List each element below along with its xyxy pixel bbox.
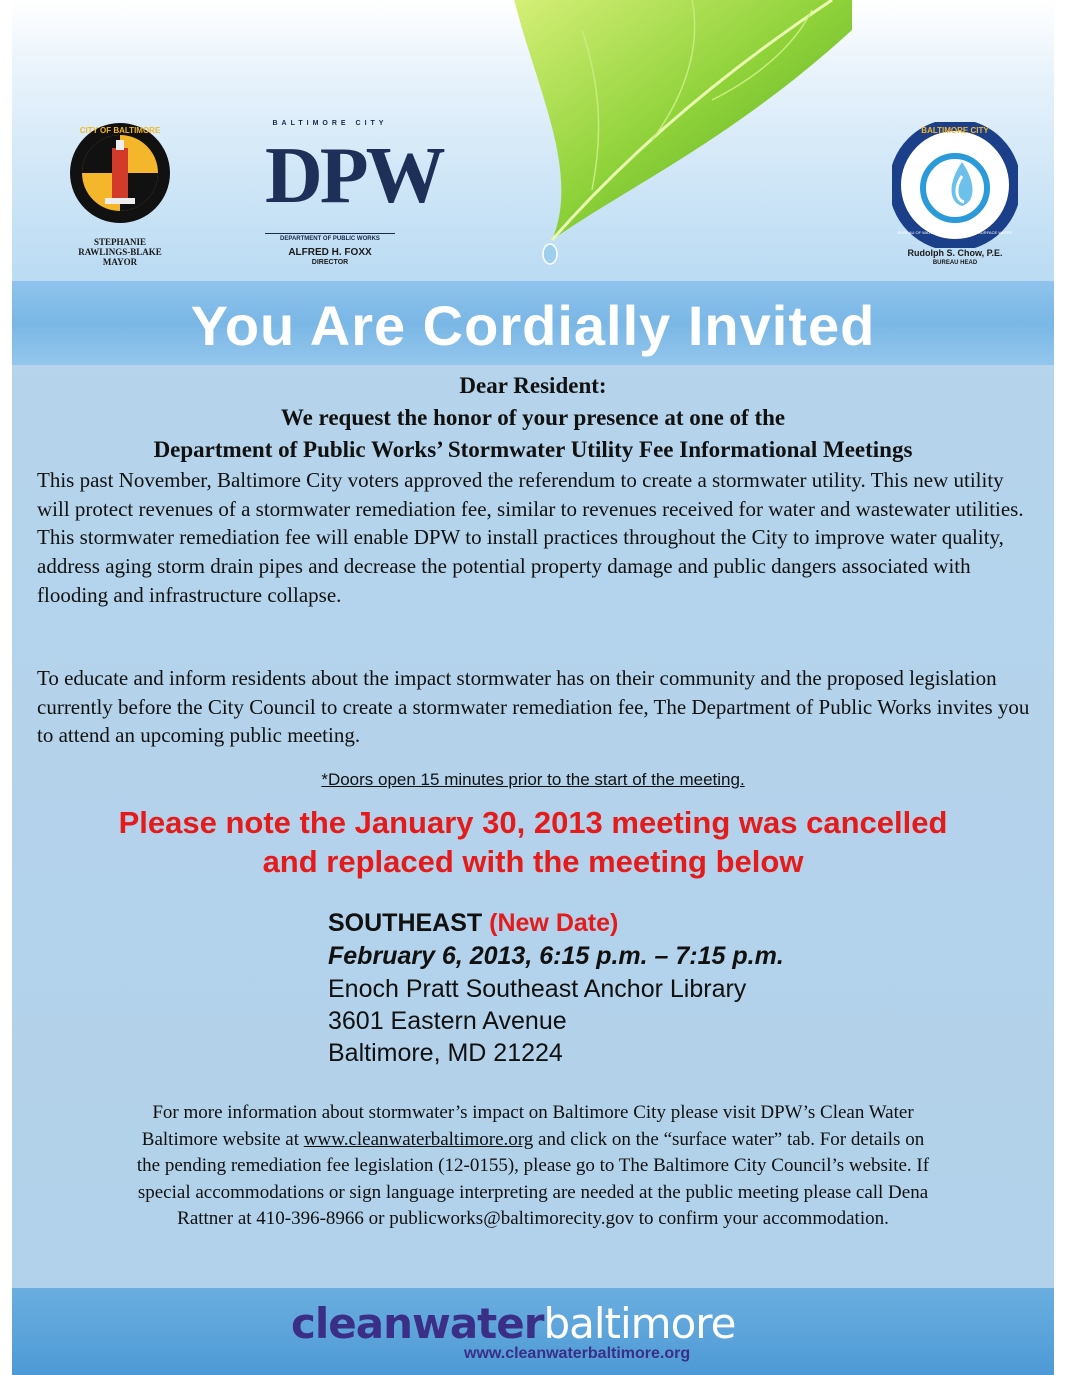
cancellation-notice-line2: and replaced with the meeting below <box>262 844 804 879</box>
bureau-seal-subtext: BUREAU OF WATER AND WASTEWATER · SURFACE WATER <box>897 230 1013 235</box>
brand-word1: cleanwater <box>291 1299 544 1348</box>
new-date-tag: (New Date) <box>489 909 619 937</box>
footer-line4: special accommodations or sign language interpreting are needed at the public meeting please call Dena <box>137 1181 929 1203</box>
dpw-top-text: BALTIMORE CITY <box>272 120 388 127</box>
website-link[interactable]: www.cleanwaterbaltimore.org <box>303 1128 534 1150</box>
meeting-datetime: February 6, 2013, 6:15 p.m. – 7:15 p.m. <box>328 942 784 970</box>
footer-line3: the pending remediation fee legislation (12-0155), please go to The Baltimore City Council’s website. If <box>136 1155 930 1176</box>
footer-line2-post: and click on the “surface water” tab. For details on <box>538 1128 925 1150</box>
doors-note: *Doors open 15 minutes prior to the start of the meeting. <box>321 770 745 789</box>
meeting-heading <box>328 907 1048 940</box>
mayor-caption <box>57 237 183 267</box>
mayor-title: MAYOR <box>102 257 138 267</box>
dpw-caption <box>265 248 395 268</box>
greeting-line2: We request the honor of your presence at one of the <box>280 405 786 430</box>
mayor-name-line1: STEPHANIE <box>93 237 146 247</box>
footer-line5: Rattner at 410-396-8966 or publicworks@baltimorecity.gov to confirm your accommodation. <box>177 1208 889 1229</box>
brand-word2: baltimore <box>543 1299 736 1348</box>
page-title: You Are Cordially Invited <box>190 294 876 357</box>
body-paragraph-2: To educate and inform residents about the impact stormwater has on their community and the proposed legislation currently before the City Council to create a stormwater remediation fee, The Department of Public Works invites you to attend an upcoming public meeting. <box>37 666 1030 748</box>
cancellation-notice-line1: Please note the January 30, 2013 meeting was cancelled <box>118 805 948 840</box>
director-name: ALFRED H. FOXX <box>288 247 372 258</box>
bureau-head-title: BUREAU HEAD <box>932 260 978 266</box>
mayor-name-line2: RAWLINGS-BLAKE <box>78 247 162 257</box>
greeting-line1: Dear Resident: <box>459 373 607 398</box>
leaf-illustration <box>452 0 852 270</box>
bureau-caption <box>872 248 1038 268</box>
meeting-venue: Enoch Pratt Southeast Anchor Library <box>328 975 747 1003</box>
meeting-region: SOUTHEAST <box>328 909 483 937</box>
greeting-line3: Department of Public Works’ Stormwater Utility Fee Informational Meetings <box>153 437 913 462</box>
bureau-seal-text: BALTIMORE CITY <box>921 126 989 135</box>
bureau-head-name: Rudolph S. Chow, P.E. <box>907 248 1003 258</box>
city-seal-text: CITY OF BALTIMORE <box>79 126 161 135</box>
dpw-logo: DPW <box>265 132 443 220</box>
meeting-city: Baltimore, MD 21224 <box>328 1039 563 1067</box>
footer-line2 <box>32 1127 1034 1154</box>
footer-info <box>32 1100 1034 1233</box>
director-title: DIRECTOR <box>311 259 349 266</box>
footer-line2-pre: Baltimore website at <box>141 1128 300 1150</box>
body-paragraph-1: This past November, Baltimore City voters approved the referendum to create a stormwater utility. This new utility will protect revenues of a stormwater remediation fee, similar to revenues received for water and wastewater utilities. This stormwater remediation fee will enable DPW to install practices throughout the City to improve water quality, address aging storm drain pipes and decrease the potential property damage and public dangers associated with flooding and infrastructure collapse. <box>37 468 1024 607</box>
footer-line1: For more information about stormwater’s impact on Baltimore City please visit DPW’s Clean Water <box>152 1102 914 1123</box>
meeting-street: 3601 Eastern Avenue <box>328 1007 567 1035</box>
brand-url[interactable]: www.cleanwaterbaltimore.org <box>464 1345 691 1362</box>
dpw-department-text: DEPARTMENT OF PUBLIC WORKS <box>265 233 395 242</box>
brand-logo <box>291 1299 735 1349</box>
flyer-page <box>12 0 1054 1375</box>
